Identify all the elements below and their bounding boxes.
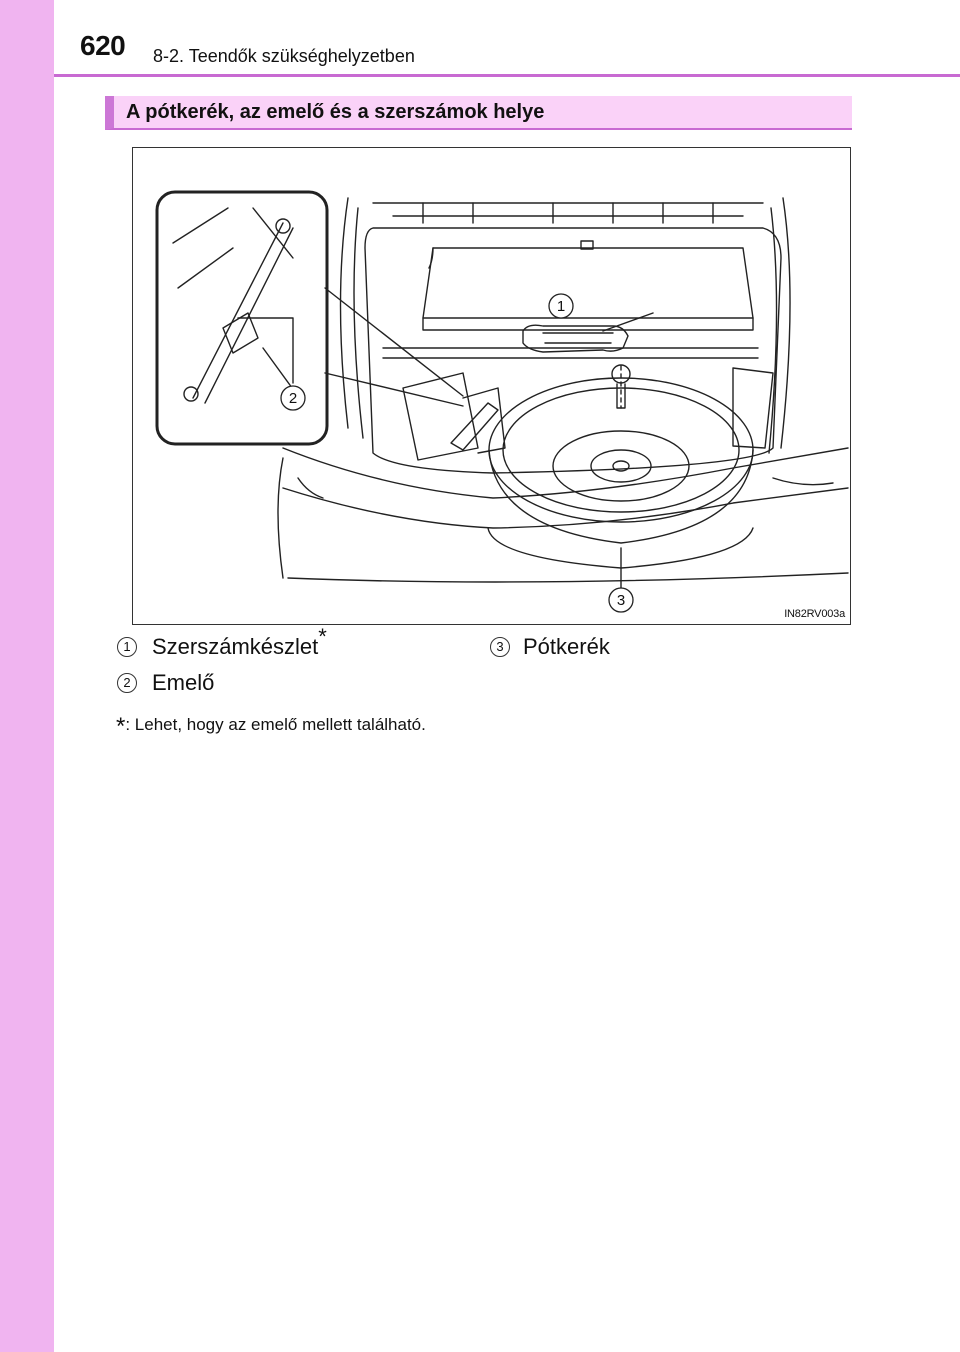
legend-number-3: 3 xyxy=(490,637,510,657)
callout-label-2: 2 xyxy=(288,390,298,407)
footnote-text: : Lehet, hogy az emelő mellett található. xyxy=(125,715,426,734)
trunk-illustration xyxy=(132,147,851,625)
footnote-mark: * xyxy=(116,713,126,740)
left-color-band xyxy=(0,0,54,1352)
footnote xyxy=(116,709,426,740)
legend-number-2: 2 xyxy=(117,673,137,693)
legend-item-spare-tire: Pótkerék xyxy=(523,634,610,659)
legend-item-tool-kit xyxy=(152,623,327,660)
section-header-bar xyxy=(105,96,852,130)
legend-item-jack: Emelő xyxy=(152,670,215,695)
callout-label-1: 1 xyxy=(556,298,566,315)
legend-mark-1: * xyxy=(318,623,327,649)
header-rule xyxy=(54,74,960,77)
trunk-drawing xyxy=(133,148,850,624)
section-title: A pótkerék, az emelő és a szerszámok helye xyxy=(126,101,545,123)
callout-label-3: 3 xyxy=(616,592,626,609)
legend-label-1: Szerszámkészlet xyxy=(152,634,319,659)
running-head: 8-2. Teendők szükséghelyzetben xyxy=(153,46,415,66)
figure-code: IN82RV003a xyxy=(784,608,845,620)
page-number: 620 xyxy=(80,30,126,61)
legend-number-1: 1 xyxy=(117,637,137,657)
